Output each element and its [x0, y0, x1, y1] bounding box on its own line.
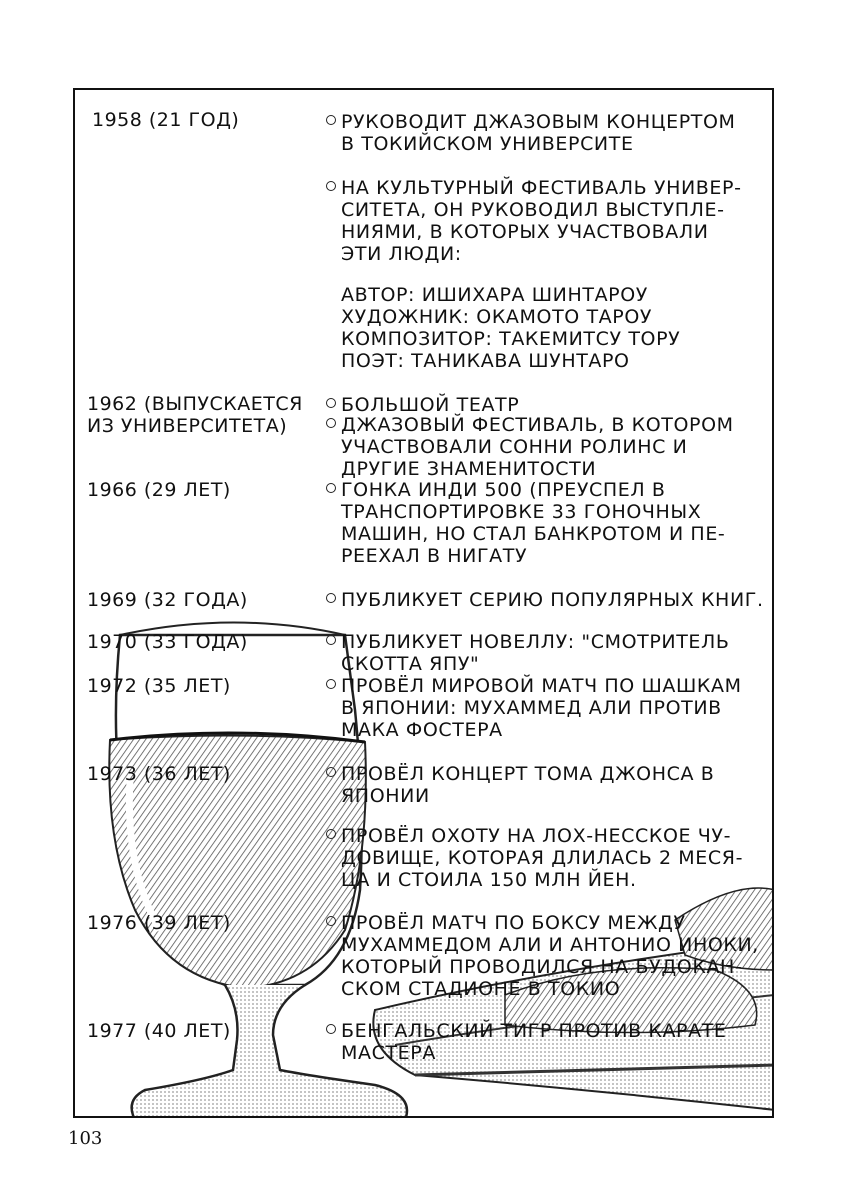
event-text: ДЖАЗОВЫЙ ФЕСТИВАЛЬ, В КОТОРОМ УЧАСТВОВАЛИ СОННИ РОЛИНС И ДРУГИЕ ЗНАМЕНИТОСТИ: [341, 414, 734, 480]
bullet-icon: [326, 916, 336, 926]
event-text: ПРОВЁЛ ОХОТУ НА ЛОХ-НЕССКОЕ ЧУ- ДОВИЩЕ, КОТОРАЯ ДЛИЛАСЬ 2 МЕСЯ- ЦА И СТОИЛА 150 МЛН ЙЕН.: [341, 825, 744, 891]
year-label: 1969 (32 ГОДА): [87, 589, 248, 611]
event-item: [341, 479, 725, 567]
event-item: [341, 912, 759, 1000]
event-item: [341, 394, 519, 416]
year-label: 1962 (ВЫПУСКАЕТСЯ ИЗ УНИВЕРСИТЕТА): [87, 393, 303, 437]
event-text: ПРОВЁЛ МИРОВОЙ МАТЧ ПО ШАШКАМ В ЯПОНИИ: МУХАММЕД АЛИ ПРОТИВ МАКА ФОСТЕРА: [341, 675, 742, 741]
event-text: ПУБЛИКУЕТ СЕРИЮ ПОПУЛЯРНЫХ КНИГ.: [341, 589, 764, 611]
event-item: [341, 825, 743, 891]
event-text: БЕНГАЛЬСКИЙ ТИГР ПРОТИВ КАРАТЕ МАСТЕРА: [341, 1020, 727, 1064]
event-item: [341, 675, 742, 741]
bullet-icon: [326, 593, 336, 603]
event-participants: АВТОР: ИШИХАРА ШИНТАРОУ ХУДОЖНИК: ОКАМОТО ТАРОУ КОМПОЗИТОР: ТАКЕМИТСУ ТОРУ ПОЭТ: ТАНИКАВА ШУНТАРО: [341, 284, 681, 372]
bullet-icon: [326, 483, 336, 493]
event-text: ПУБЛИКУЕТ НОВЕЛЛУ: "СМОТРИТЕЛЬ СКОТТА ЯПУ": [341, 631, 730, 675]
bullet-icon: [326, 115, 336, 125]
year-label: 1970 (33 ГОДА): [87, 631, 248, 653]
event-text: ГОНКА ИНДИ 500 (ПРЕУСПЕЛ В ТРАНСПОРТИРОВКЕ 33 ГОНОЧНЫХ МАШИН, НО СТАЛ БАНКРОТОМ И ПЕ- РЕЕХАЛ В НИГАТУ: [341, 479, 726, 567]
bullet-icon: [326, 635, 336, 645]
year-label: 1972 (35 ЛЕТ): [87, 675, 231, 697]
year-label: 1976 (39 ЛЕТ): [87, 912, 231, 934]
year-label: 1958 (21 ГОД): [92, 109, 240, 131]
event-item: [341, 589, 764, 611]
page-number: 103: [68, 1128, 103, 1149]
bullet-icon: [326, 829, 336, 839]
event-item: [341, 631, 730, 675]
event-item: [341, 763, 714, 807]
event-text: НА КУЛЬТУРНЫЙ ФЕСТИВАЛЬ УНИВЕР- СИТЕТА, ОН РУКОВОДИЛ ВЫСТУПЛЕ- НИЯМИ, В КОТОРЫХ УЧАСТВОВАЛИ ЭТИ ЛЮДИ:: [341, 177, 742, 265]
event-item: [341, 1020, 727, 1064]
bullet-icon: [326, 181, 336, 191]
year-label: 1973 (36 ЛЕТ): [87, 763, 231, 785]
bullet-icon: [326, 398, 336, 408]
event-item: [341, 177, 742, 265]
bullet-icon: [326, 418, 336, 428]
event-text: БОЛЬШОЙ ТЕАТР: [341, 394, 520, 416]
bullet-icon: [326, 679, 336, 689]
event-text: ПРОВЁЛ КОНЦЕРТ ТОМА ДЖОНСА В ЯПОНИИ: [341, 763, 715, 807]
event-item: [341, 111, 736, 155]
event-text: ПРОВЁЛ МАТЧ ПО БОКСУ МЕЖДУ МУХАММЕДОМ АЛИ И АНТОНИО ИНОКИ, КОТОРЫЙ ПРОВОДИЛСЯ НА БУДОКАН- СКОМ СТАДИОНЕ В ТОКИО: [341, 912, 759, 1000]
bullet-icon: [326, 767, 336, 777]
year-label: 1966 (29 ЛЕТ): [87, 479, 231, 501]
event-item: [341, 414, 734, 480]
timeline-panel: [73, 88, 774, 1118]
year-label: 1977 (40 ЛЕТ): [87, 1020, 231, 1042]
event-text: РУКОВОДИТ ДЖАЗОВЫМ КОНЦЕРТОМ В ТОКИЙСКОМ УНИВЕРСИТЕ: [341, 111, 736, 155]
bullet-icon: [326, 1024, 336, 1034]
